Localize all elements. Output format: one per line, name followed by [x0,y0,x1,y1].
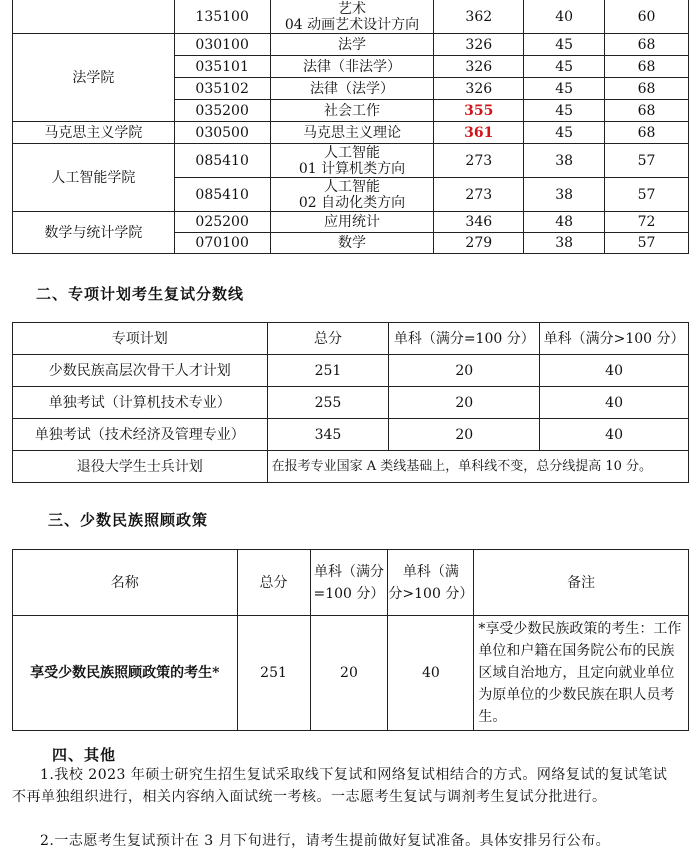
section-heading-4: 四、其他 [52,746,117,764]
note-cell: 在报考专业国家 A 类线基础上，单科线不变，总分线提高 10 分。 [267,451,688,483]
major-cell: 社会工作 [270,100,434,122]
single1-cell: 38 [524,144,605,178]
single1-cell: 20 [389,419,540,451]
single2-cell: 68 [605,122,689,144]
plan-cell: 单独考试（计算机技术专业） [13,387,268,419]
table-row [13,451,689,483]
single1-cell: 48 [524,212,605,233]
table-header-row [13,550,689,616]
table-row [13,616,689,731]
section-heading-3: 三、少数民族照顾政策 [48,511,209,529]
code-cell: 135100 [174,0,270,34]
total-cell-highlight: 361 [434,122,524,144]
header-cell: 备注 [474,550,689,616]
major-cell: 应用统计 [270,212,434,233]
single1-cell: 20 [389,355,540,387]
table-row [13,355,689,387]
single2-cell: 68 [605,56,689,78]
single2-cell: 40 [540,387,689,419]
table-row [13,144,689,178]
code-cell: 030100 [174,34,270,56]
single1-cell: 45 [524,122,605,144]
table-header-row [13,323,689,355]
single1-cell: 20 [389,387,540,419]
header-cell: 单科（满分>100 分） [540,323,689,355]
total-cell-highlight: 355 [434,100,524,122]
major-cell: 马克思主义理论 [270,122,434,144]
total-cell: 251 [267,355,389,387]
paragraph-2: 2.一志愿考生复试预计在 3 月下旬进行，请考生提前做好复试准备。具体安排另行公布。 [40,833,611,849]
major-cell: 法律（法学） [270,78,434,100]
dept-cell: 数学与统计学院 [13,212,175,254]
code-cell: 035101 [174,56,270,78]
table-row [13,212,689,233]
total-cell: 273 [434,178,524,212]
table-row [13,34,689,56]
code-cell: 030500 [174,122,270,144]
header-cell: 单科（满分=100 分） [389,323,540,355]
plan-cell: 退役大学生士兵计划 [13,451,268,483]
code-cell: 085410 [174,144,270,178]
section-heading-2: 二、专项计划考生复试分数线 [36,285,245,303]
single1-cell: 45 [524,100,605,122]
single2-cell: 57 [605,233,689,254]
table-row [13,387,689,419]
minority-policy-table [12,549,689,731]
total-cell: 326 [434,78,524,100]
single2-cell: 40 [388,616,474,731]
table-row [13,0,689,34]
plan-cell: 单独考试（技术经济及管理专业） [13,419,268,451]
dept-cell: 人工智能学院 [13,144,175,212]
total-cell: 346 [434,212,524,233]
single2-cell: 40 [540,355,689,387]
code-cell: 035102 [174,78,270,100]
single2-cell: 40 [540,419,689,451]
major-cell: 艺术 04 动画艺术设计方向 [270,0,434,34]
major-cell: 法律（非法学） [270,56,434,78]
total-cell: 345 [267,419,389,451]
code-cell: 025200 [174,212,270,233]
header-cell: 单科（满分 =100 分） [310,550,388,616]
plan-cell: 少数民族高层次骨干人才计划 [13,355,268,387]
single1-cell: 45 [524,34,605,56]
single2-cell: 68 [605,78,689,100]
score-table-1 [12,0,689,254]
major-cell: 人工智能 01 计算机类方向 [270,144,434,178]
single1-cell: 38 [524,233,605,254]
major-cell: 数学 [270,233,434,254]
header-cell: 总分 [237,550,310,616]
single2-cell: 60 [605,0,689,34]
total-cell: 255 [267,387,389,419]
single2-cell: 68 [605,34,689,56]
dept-cell: 马克思主义学院 [13,122,175,144]
single2-cell: 57 [605,178,689,212]
special-plan-table [12,322,689,483]
remark-cell: *享受少数民族政策的考生：工作单位和户籍在国务院公布的民族区域自治地方，且定向就业单位为原单位的少数民族在职人员考生。 [474,616,689,731]
table-row [13,419,689,451]
dept-cell [13,0,175,34]
total-cell: 362 [434,0,524,34]
total-cell: 326 [434,34,524,56]
paragraph-1: 1.我校 2023 年硕士研究生招生复试采取线下复试和网络复试相结合的方式。网络复试的复试笔试不再单独组织进行，相关内容纳入面试统一考核。一志愿考生复试与调剂考生复试分批进行。 [12,767,668,805]
header-cell: 名称 [13,550,238,616]
single1-cell: 45 [524,56,605,78]
header-cell: 专项计划 [13,323,268,355]
single2-cell: 68 [605,100,689,122]
total-cell: 273 [434,144,524,178]
single1-cell: 20 [310,616,388,731]
code-cell: 085410 [174,178,270,212]
header-cell: 单科（满 分>100 分） [388,550,474,616]
code-cell: 035200 [174,100,270,122]
major-cell: 法学 [270,34,434,56]
dept-cell: 法学院 [13,34,175,122]
single2-cell: 57 [605,144,689,178]
total-cell: 251 [237,616,310,731]
table-row [13,122,689,144]
total-cell: 326 [434,56,524,78]
header-cell: 总分 [267,323,389,355]
single1-cell: 45 [524,78,605,100]
major-cell: 人工智能 02 自动化类方向 [270,178,434,212]
single1-cell: 38 [524,178,605,212]
single2-cell: 72 [605,212,689,233]
single1-cell: 40 [524,0,605,34]
code-cell: 070100 [174,233,270,254]
name-cell: 享受少数民族照顾政策的考生* [13,616,238,731]
total-cell: 279 [434,233,524,254]
